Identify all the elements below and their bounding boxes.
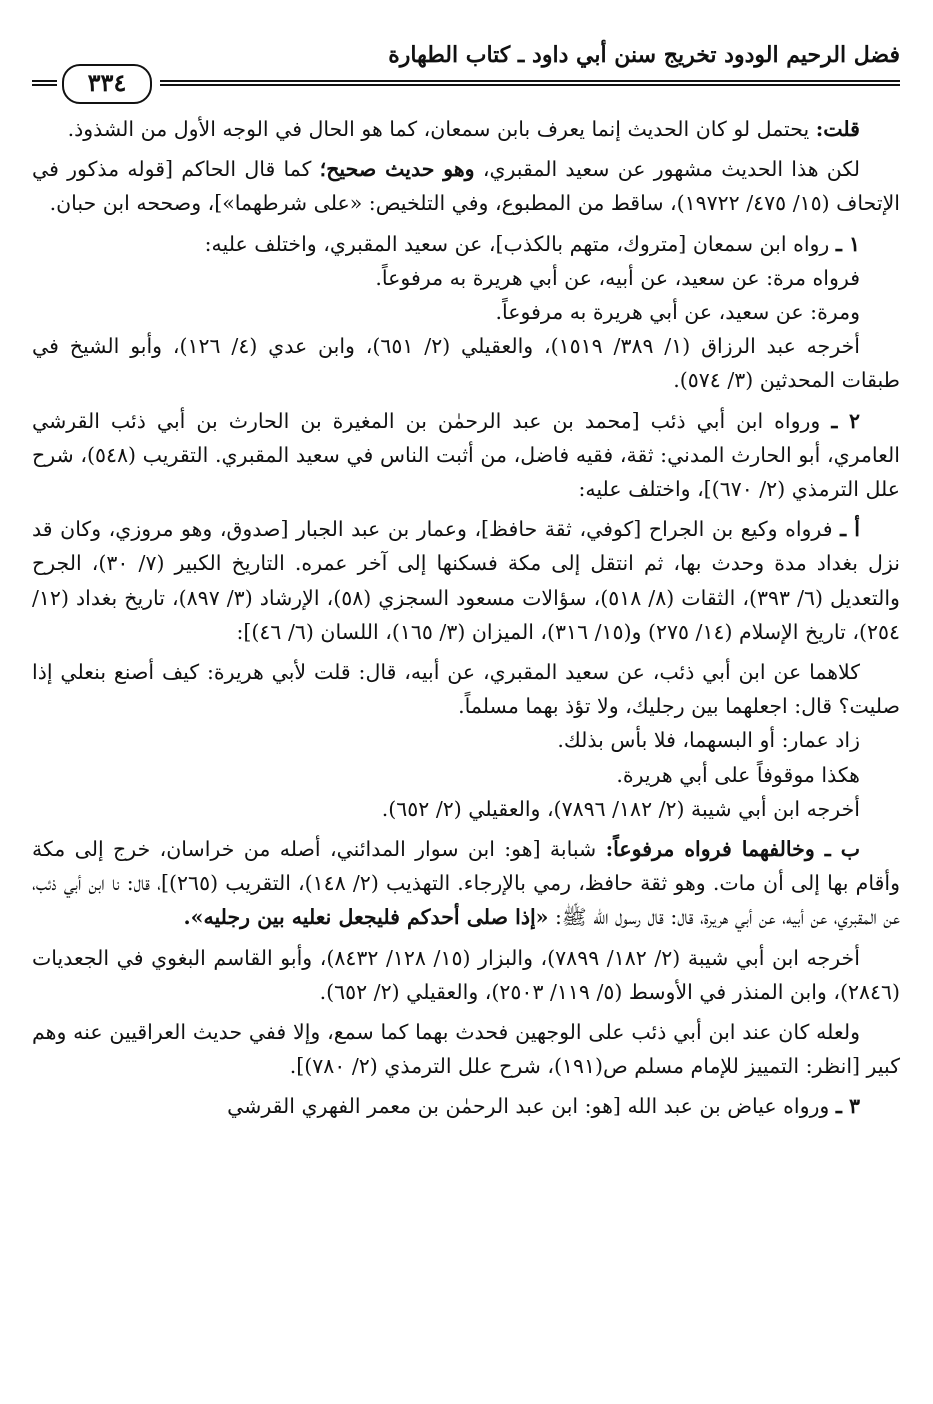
paragraph <box>32 261 900 295</box>
paragraph-segment: لكن هذا الحديث مشهور عن سعيد المقبري، <box>474 157 860 182</box>
paragraph-segment: فرواه وكيع بن الجراح [كوفي، ثقة حافظ]، وعمار بن عبد الجبار [صدوق، وهو مروزي، وكان قد نزل بغداد مدة وحدث بها، ثم انتقل إلى مكة فسكنها إلى آخر عمره. التاريخ الكبير (٧/ ٣٠)، الجرح والتعديل (٦/ ٣٩٣)، الثقات (٨/ ٥١٨)، سؤالات مسعود السجزي (٥٨)، الإرشاد (٣/ ٨٩٧)، تاريخ بغداد (١٢/ ٢٥٤)، تاريخ الإسلام (١٤/ ٢٧٥) و(١٥/ ٣١٦)، الميزان (٣/ ١٦٥)، اللسان (٦/ ٤٦)]: <box>32 517 900 644</box>
header-rule <box>160 80 900 86</box>
paragraph <box>32 1089 900 1123</box>
page-header <box>32 30 900 100</box>
paragraph <box>32 152 900 220</box>
paragraph-segment: أ ـ <box>840 517 860 542</box>
paragraph <box>32 941 900 1009</box>
paragraph-segment: هكذا موقوفاً على أبي هريرة. <box>616 762 860 787</box>
paragraph <box>32 404 900 507</box>
paragraph-segment: أخرجه عبد الرزاق (١/ ٣٨٩/ ١٥١٩)، والعقيلي (٢/ ٦٥١)، وابن عدي (٤/ ١٢٦)، وأبو الشيخ في طبقات المحدثين (٣/ ٥٧٤). <box>32 334 900 393</box>
header-rule-short <box>32 80 57 86</box>
paragraph-segment: شبابة [هو: ابن سوار المدائني، أصله من خراسان، خرج إلى مكة وأقام بها إلى أن مات. وهو ثقة حافظ، رمي بالإرجاء. التهذيب (٢/ ١٤٨)، التقريب (٢٦٥)]، قال: نا ابن أبي ذئب، عن المقبري، عن أبيه، عن أبي هريرة، قال: قال رسول الله ﷺ: <box>32 837 900 930</box>
paragraph-segment: ورواه ابن أبي ذئب [محمد بن عبد الرحمٰن بن المغيرة بن الحارث بن أبي ذئب القرشي العامري، أبو الحارث المدني: ثقة، فقيه فاضل، من أثبت الناس في سعيد المقبري. التقريب (٥٤٨)، شرح علل الترمذي (٢/ ٦٧٠)]، واختلف عليه: <box>32 408 900 502</box>
paragraph-segment: أخرجه ابن أبي شيبة (٢/ ١٨٢/ ٧٨٩٦)، والعقيلي (٢/ ٦٥٢). <box>381 796 860 821</box>
paragraph-segment: ١ ـ <box>835 231 860 256</box>
running-title: فضل الرحيم الودود تخريج سنن أبي داود ـ كتاب الطهارة <box>388 42 900 68</box>
paragraph-segment: كما قال الحاكم [قوله مذكور في الإتحاف (١٥/ ٤٧٥/ ١٩٧٢٢)، ساقط من المطبوع، وفي التلخيص: «على شرطهما»]، وصححه ابن حبان. <box>32 157 900 216</box>
paragraph-segment: رواه ابن سمعان [متروك، متهم بالكذب]، عن سعيد المقبري، واختلف عليه: <box>204 231 836 256</box>
paragraph-segment: فرواه مرة: عن سعيد، عن أبيه، عن أبي هريرة به مرفوعاً. <box>375 265 860 290</box>
page-number: ٣٣٤ <box>62 64 152 104</box>
paragraph-segment: ومرة: عن سعيد، عن أبي هريرة به مرفوعاً. <box>495 300 860 325</box>
paragraph <box>32 1015 900 1083</box>
paragraph-segment: ورواه عياض بن عبد الله [هو: ابن عبد الرحمٰن بن معمر الفهري القرشي <box>227 1094 836 1119</box>
paragraph <box>32 295 900 329</box>
paragraph <box>32 792 900 826</box>
paragraph-segment: ٢ ـ <box>831 408 860 433</box>
paragraph-segment: ولعله كان عند ابن أبي ذئب على الوجهين فحدث بهما كما سمع، وإلا ففي حديث العراقيين عنه وهم كبير [انظر: التمييز للإمام مسلم ص(١٩١)، شرح علل الترمذي (٢/ ٧٨٠)]. <box>32 1020 900 1079</box>
paragraph <box>32 758 900 792</box>
paragraph <box>32 112 900 146</box>
paragraph-segment: زاد عمار: أو البسهما، فلا بأس بذلك. <box>557 728 860 753</box>
paragraph-segment: «إذا صلى أحدكم فليجعل نعليه بين رجليه». <box>183 905 549 930</box>
paragraph-segment: وهو حديث صحيح؛ <box>319 157 475 182</box>
body-text <box>32 112 900 1124</box>
paragraph <box>32 655 900 723</box>
paragraph-segment: ٣ ـ <box>835 1094 860 1119</box>
paragraph <box>32 227 900 261</box>
paragraph-segment: قلت: <box>815 117 860 141</box>
paragraph-segment: يحتمل لو كان الحديث إنما يعرف بابن سمعان، كما هو الحال في الوجه الأول من الشذوذ. <box>67 117 816 141</box>
paragraph-segment: ب ـ وخالفهما فرواه مرفوعاً: <box>605 837 861 862</box>
paragraph-segment: كلاهما عن ابن أبي ذئب، عن سعيد المقبري، عن أبيه، قال: قلت لأبي هريرة: كيف أصنع بنعلي إذا صليت؟ قال: اجعلهما بين رجليك، ولا تؤذ بهما مسلماً. <box>32 660 900 719</box>
paragraph <box>32 329 900 397</box>
paragraph <box>32 723 900 757</box>
paragraph-segment: أخرجه ابن أبي شيبة (٢/ ١٨٢/ ٧٨٩٩)، والبزار (١٥/ ١٢٨/ ٨٤٣٢)، وأبو القاسم البغوي في الجعديات (٢٨٤٦)، وابن المنذر في الأوسط (٥/ ١١٩/ ٢٥٠٣)، والعقيلي (٢/ ٦٥٢). <box>32 945 900 1004</box>
page <box>32 30 900 1380</box>
paragraph <box>32 512 900 649</box>
paragraph <box>32 832 900 935</box>
